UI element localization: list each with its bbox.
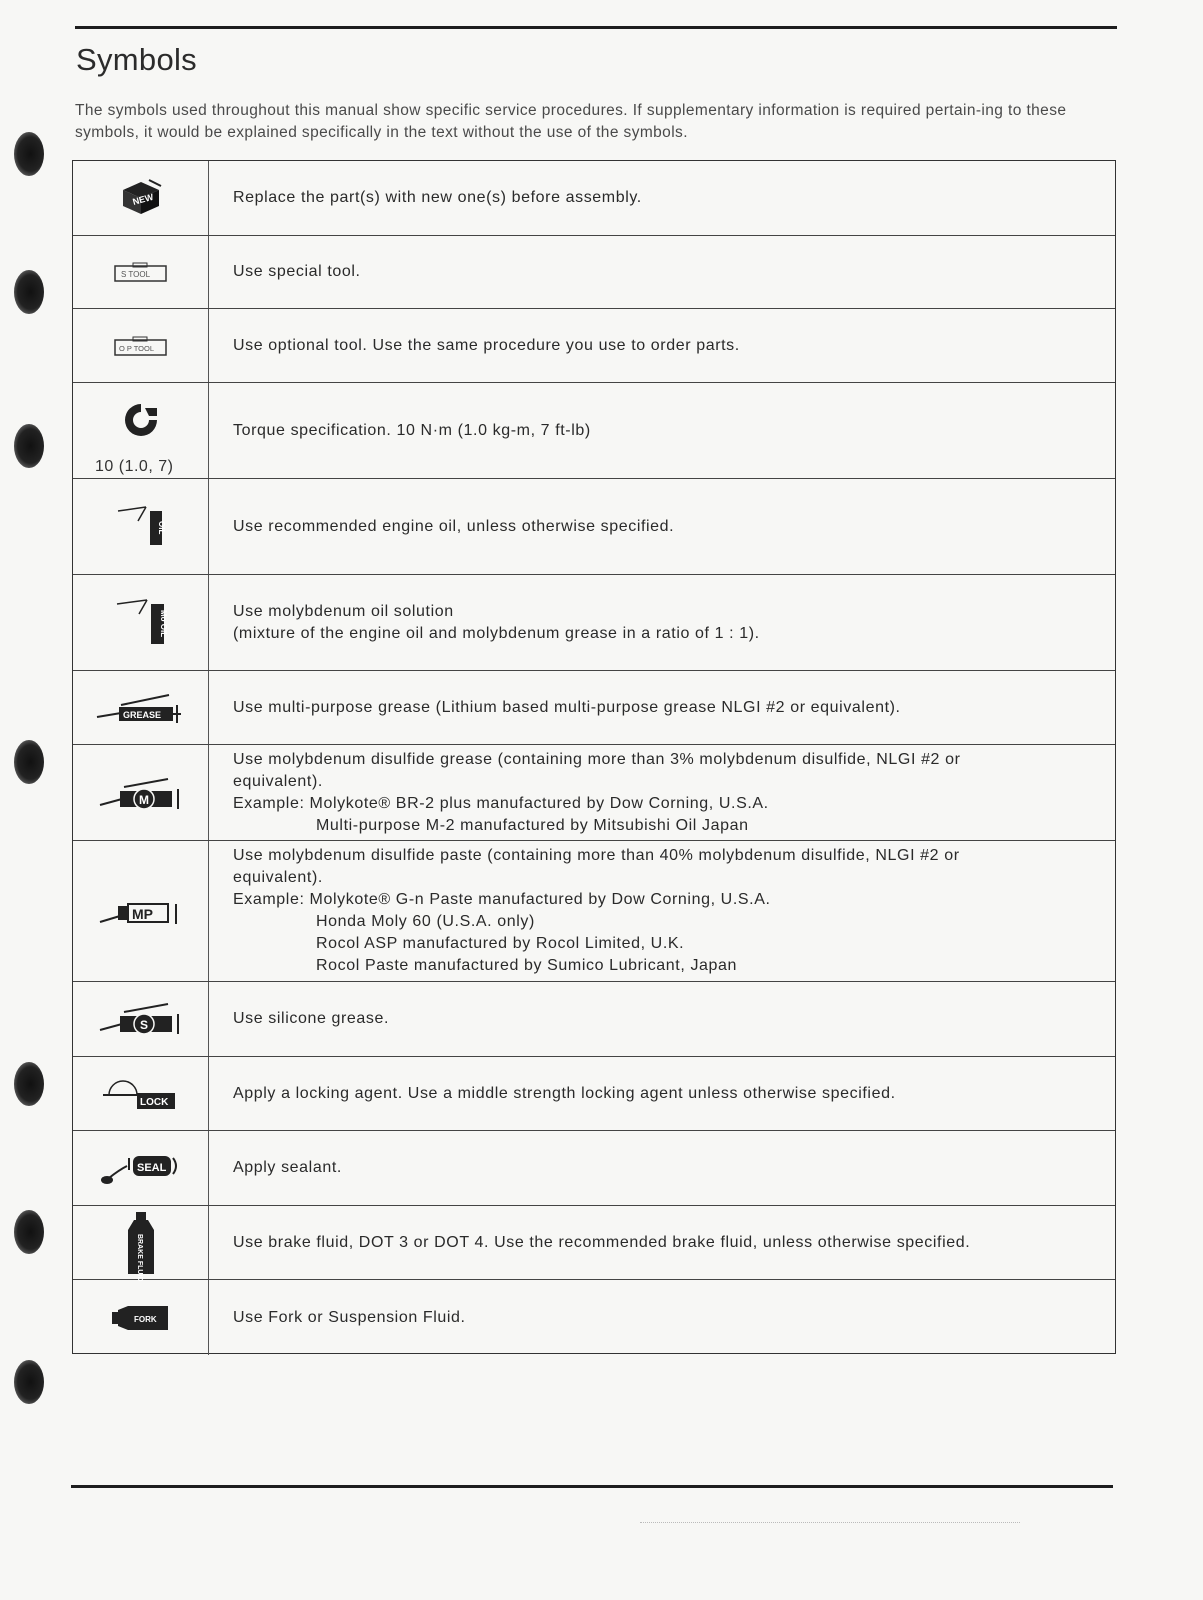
- symbols-table: [72, 160, 1116, 1354]
- binder-hole: [14, 424, 44, 468]
- intro-paragraph: The symbols used throughout this manual show specific service procedures. If supplementary information is required pertain-ing to these symbols, it would be explained specifically in the text without the use of the symbols.: [75, 102, 1067, 141]
- table-row: [73, 575, 1115, 671]
- engine-oil-icon: [73, 479, 209, 574]
- sealant-icon: [73, 1131, 209, 1205]
- fork-fluid-icon: [73, 1280, 209, 1355]
- binder-hole: [14, 1210, 44, 1254]
- symbol-description: Example: Molykote® G-n Paste manufactured by Dow Corning, U.S.A.: [233, 891, 771, 908]
- icon-label: O P TOOL: [118, 343, 154, 353]
- table-row: [73, 1206, 1115, 1280]
- symbol-description: Replace the part(s) with new one(s) before assembly.: [233, 189, 642, 206]
- icon-label: BRAKE FLUID: [135, 1233, 143, 1281]
- symbol-description: Use molybdenum disulfide grease (containing more than 3% molybdenum disulfide, NLGI #2 or: [233, 750, 961, 768]
- symbol-description: Rocol Paste manufactured by Sumico Lubricant, Japan: [316, 957, 738, 974]
- icon-label: M: [138, 792, 149, 807]
- symbol-description: Apply a locking agent. Use a middle strength locking agent unless otherwise specified.: [233, 1084, 896, 1102]
- table-row: [73, 671, 1115, 745]
- footer-marks: [640, 1522, 1020, 1527]
- table-row: [73, 1131, 1115, 1206]
- icon-label: SEAL: [136, 1162, 166, 1174]
- new-parts-icon: [73, 161, 209, 235]
- top-rule: [75, 26, 1117, 29]
- page-title: Symbols: [76, 42, 197, 77]
- symbol-description: Use molybdenum oil solution: [233, 602, 454, 620]
- table-row: [73, 982, 1115, 1057]
- locking-agent-icon: [73, 1057, 209, 1130]
- table-row: [73, 236, 1115, 309]
- icon-label: S: [139, 1018, 148, 1032]
- grease-gun-icon: [73, 671, 209, 744]
- icon-label: Mo OIL: [158, 609, 168, 637]
- binder-hole: [14, 740, 44, 784]
- icon-label: FORK: [133, 1314, 157, 1324]
- optional-tool-icon: [73, 309, 209, 382]
- binder-hole: [14, 1360, 44, 1404]
- torque-wrench-icon: [73, 383, 209, 478]
- silicone-grease-icon: [73, 982, 209, 1056]
- icon-label: S TOOL: [120, 270, 150, 279]
- symbol-description: Use brake fluid, DOT 3 or DOT 4. Use the recommended brake fluid, unless otherwise specified.: [233, 1233, 971, 1251]
- symbol-description: Torque specification. 10 N·m (1.0 kg-m, 7 ft-lb): [233, 421, 591, 439]
- icon-label: LOCK: [139, 1096, 168, 1108]
- binder-hole: [14, 270, 44, 314]
- table-row: [73, 841, 1115, 982]
- symbol-description: Use recommended engine oil, unless otherwise specified.: [233, 517, 675, 535]
- binder-hole: [14, 132, 44, 176]
- table-row: [73, 1057, 1115, 1131]
- symbol-description: equivalent).: [233, 772, 323, 790]
- symbol-description: Multi-purpose M-2 manufactured by Mitsubishi Oil Japan: [316, 816, 749, 834]
- icon-label: OIL: [156, 520, 166, 534]
- table-row: [73, 383, 1115, 479]
- special-tool-icon: [73, 236, 209, 308]
- symbol-description: Use special tool.: [233, 263, 361, 280]
- binder-hole: [14, 1062, 44, 1106]
- symbol-description: Use Fork or Suspension Fluid.: [233, 1308, 466, 1326]
- symbol-description: Use optional tool. Use the same procedure you use to order parts.: [233, 336, 740, 354]
- symbol-description: Apply sealant.: [233, 1159, 342, 1176]
- moly-grease-icon: [73, 745, 209, 840]
- table-row: [73, 309, 1115, 383]
- icon-label: NEW: [131, 191, 154, 207]
- symbol-description: (mixture of the engine oil and molybdenum grease in a ratio of 1 : 1).: [233, 624, 760, 642]
- table-row: [73, 745, 1115, 841]
- table-row: [73, 1280, 1115, 1355]
- symbol-description: Example: Molykote® BR-2 plus manufactured by Dow Corning, U.S.A.: [233, 794, 769, 812]
- table-row: [73, 479, 1115, 575]
- table-row: [73, 161, 1115, 236]
- symbol-description: Use silicone grease.: [233, 1010, 390, 1027]
- symbol-description: Rocol ASP manufactured by Rocol Limited, U.K.: [316, 935, 685, 952]
- symbol-description: Use molybdenum disulfide paste (containing more than 40% molybdenum disulfide, NLGI #2 or: [233, 847, 960, 864]
- symbol-description: Use multi-purpose grease (Lithium based multi-purpose grease NLGI #2 or equivalent).: [233, 698, 901, 716]
- bottom-rule: [71, 1485, 1113, 1488]
- icon-label: GREASE: [122, 709, 161, 720]
- icon-label: MP: [131, 906, 153, 922]
- moly-paste-icon: [73, 841, 209, 981]
- brake-fluid-icon: [73, 1206, 209, 1279]
- symbol-description: Honda Moly 60 (U.S.A. only): [316, 913, 535, 930]
- symbol-description: equivalent).: [233, 869, 323, 886]
- molybdenum-oil-icon: [73, 575, 209, 670]
- torque-value-label: 10 (1.0, 7): [95, 458, 174, 475]
